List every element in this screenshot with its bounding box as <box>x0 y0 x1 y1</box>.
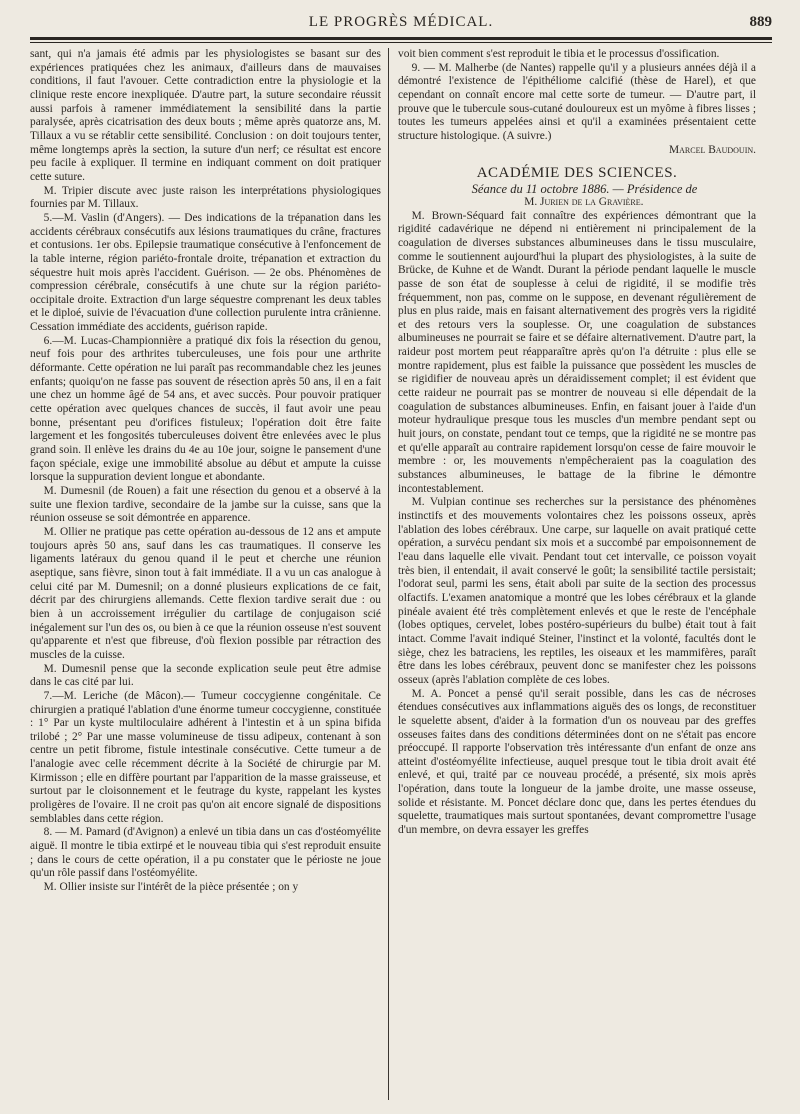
header-rule-thin <box>30 42 772 43</box>
page-number: 889 <box>749 14 772 30</box>
author-signature: Marcel Baudouin. <box>669 143 756 156</box>
paragraph: M. Ollier insiste sur l'intérêt de la pièce présentée ; on y <box>43 881 299 894</box>
paragraph: sant, qui n'a jamais été admis par les physiologistes se basant sur des expériences pratiquées chez les animaux, d'ailleurs dans de mauvaises conditions, il faut l'avouer. Cette contradiction entre la physiologie et la clinique reste encore inexpliquée. D'autre part, la suture secondaire réussit aussi parfois à ramener immédiatement la sensibilité dans la partie paralysée, après cicatrisation des deux bouts ; même après quatorze ans, M. Tillaux a vu se rétablir cette sensibilité. Conclusion : on doit toujours tenter, même longtemps après la section, la suture d'un nerf; ce résultat est encore peu facile à expliquer. Il termine en indiquant comment on doit pratiquer cette suture. <box>30 48 381 183</box>
paragraph: 8. — M. Pamard (d'Avignon) a enlevé un tibia dans un cas d'ostéomyélite aiguë. Il montre le tibia extirpé et le nouveau tibia qui s'est reproduit ensuite ; dans le cours de cette opération, il a pu constater que le périoste ne joue qu'un rôle passif dans l'ostéomyélite. <box>30 826 381 880</box>
right-column <box>398 48 756 1100</box>
column-divider <box>388 48 389 1100</box>
left-column <box>30 48 381 1100</box>
paragraph: 5.—M. Vaslin (d'Angers). — Des indications de la trépanation dans les accidents cérébraux consécutifs aux lésions traumatiques du crâne, fractures et contusions. 1er obs. Epilepsie traumatique consécutive à l'enfoncement de la table interne, région pariéto-frontale droite, trépanation et extraction du séquestre huit mois après l'accident. Guérison. — 2e obs. Phénomènes de compression cérébrale, consécutifs à une chute sur la région pariéto-occipitale droite. Extraction d'un large séquestre comprenant les deux tables et le diploé, suivie de l'évacuation d'une collection purulente intra crânienne. Cessation immédiate des accidents, guérison rapide. <box>30 211 381 334</box>
running-title: LE PROGRÈS MÉDICAL. <box>308 14 494 30</box>
paragraph: M. Dumesnil pense que la seconde explication seule peut être admise dans le cas cité par lui. <box>30 662 381 689</box>
paragraph: M. Tripier discute avec juste raison les interprétations physiologiques fournies par M. Tillaux. <box>30 184 381 211</box>
paragraph: M. A. Poncet a pensé qu'il serait possible, dans les cas de nécroses étendues consécutives aux inflammations aiguës des os longs, de reconstituer le squelette absent, d'aider à la formation d'un os nouveau par des greffes osseuses faites dans des conditions déterminées dont on ne s'était pas encore préoccupé. Il rapporte l'observation très intéressante d'un enfant de onze ans atteint d'ostéomyélite infectieuse, auquel presque tout le tibia droit avait été enlevé, et qui, traité par ce nouveau procédé, a présenté, six mois après l'opération, dans toute la longueur de la jambe droite, une masse osseuse, solide et résistante. M. Poncet déclare donc que, dans les pertes étendues du squelette, traumatiques mais surtout spontanées, devant compromettre l'usage d'un membre, on devra essayer les greffes <box>398 687 756 837</box>
paragraph: M. Dumesnil (de Rouen) a fait une résection du genou et a observé à la suite une flexion tardive, secondaire de la jambe sur la cuisse, sans que la réunion osseuse se soit démontrée en apparence. <box>30 485 381 525</box>
paragraph: voit bien comment s'est reproduit le tibia et le processus d'ossification. <box>398 48 720 60</box>
paragraph: M. Ollier ne pratique pas cette opération au-dessous de 12 ans et ampute toujours après 50 ans, sauf dans les cas traumatiques. Il conserve les ligaments latéraux du genou quand il le peut et cherche une réunion aseptique, sans fièvre, sinon tout à fait immédiate. Il a vu un cas analogue à celui cité par M. Dumesnil; on a donné plusieurs explications de ce fait, décrit par des chirurgiens allemands. Cette flexion tardive serait due : ou bien à un accroissement irrégulier du cartilage de conjugaison scié inégalement sur l'un des os, ou bien à ce que la réunion osseuse n'est souvent qu'apparente et n'est que fibreuse, d'où flexion possible par rétraction des muscles de la cuisse. <box>30 525 381 661</box>
session-line: Séance du 11 octobre 1886. — Présidence de <box>471 181 698 196</box>
paragraph: 9. — M. Malherbe (de Nantes) rappelle qu'il y a plusieurs années déjà il a démontré l'existence de l'épithéliome calcifié (thèse de Harel), et que cependant on connaît encore mal cette sorte de tumeur. — D'autre part, il prouve que le tubercule sous-cutané douloureux est un myôme à fibres lisses ; toutes les tumeurs appelées ainsi et qu'il a examinées présentaient cette structure histologique. (A suivre.) <box>398 61 756 142</box>
paragraph: 7.—M. Leriche (de Mâcon).— Tumeur coccygienne congénitale. Ce chirurgien a pratiqué l'ablation d'une énorme tumeur coccygienne, constituée : 1° Par un kyste multiloculaire adhérent à l'intestin et à un spina bifida trilobé ; 2° Par une masse volumineuse de tissu adipeux, contenant à son centre un petit fibrome, fistule intestinale consécutive. Cette tumeur a de l'analogie avec celle récemment décrite à la Société de chirurgie par M. Kirmisson ; elle en diffère pourtant par l'apparition de la masse graisseuse, et surtout par le cloisonnement et le feutrage du kyste, rappelant les kystes proligères de l'ovaire. Il ne croit pas qu'on ait encore signalé de dispositions semblables dans cette région. <box>30 689 381 825</box>
header-rule-thick <box>30 37 772 40</box>
paragraph: M. Brown-Séquard fait connaître des expériences démontrant que la rigidité cadavérique ne dépend ni entièrement ni principalement de la coagulation de diverses substances albumineuses dans le tissu musculaire, comme le soutiennent aujourd'hui la plupart des physiologistes, à la suite de Brücke, de Kuhne et de Wandt. Durant la période pendant laquelle le muscle passe de son état de souplesse à celui de rigidité, il se modifie très fréquemment, non pas, comme on le suppose, en devenant régulièrement de plus en plus raide, mais en faisant alternativement des progrès vers la rigidité et des retours vers la souplesse. Or, une coagulation de substances albumineuses ne pourrait se faire et se défaire alternativement. D'autre part, la raideur post mortem peut réapparaître après qu'on l'a détruite : plus elle se montre rapidement, plus est faible la puissance que possèdent les muscles de se rigidifier de nouveau après un déraidissement complet; il est évident que cette raideur ne pourrait pas se montrer de nouveau si elle dépendait de la coagulation de substances albumineuses. Enfin, en faisant jouer à l'aide d'un moteur hydraulique presque tous les muscles d'un membre pendant sept ou huit jours, on constate, pendant tout ce temps, que la rigidité ne se montre pas et qu'elle apparaît au contraire rapidement lorsqu'on cesse de faire mouvoir le membre : or, les mouvements n'empêcheraient pas la coagulation des substances albumineuses, le battage de la fibrine le démontre incontestablement. <box>398 209 756 495</box>
section-title: ACADÉMIE DES SCIENCES. <box>476 165 678 182</box>
session-president: M. Jurien de la Gravière. <box>524 195 644 208</box>
paragraph: M. Vulpian continue ses recherches sur la persistance des phénomènes instinctifs et des mouvements volontaires chez les poissons osseux, après l'ablation des lobes cérébraux. Une carpe, sur laquelle on avait pratiqué cette opération, a survécu pendant six mois et a succombé par empoisonnement de l'eau dans laquelle elle vivait. Pendant tout cet intervalle, ce poisson voyait très bien, il entendait, il avait conservé le goût; la sensibilité tactile persistait; l'odorat seul, parmi les sens, était aboli par suite de la section des processus olfactifs. L'examen anatomique a montré que les lobes cérébraux et la glande pinéale avaient été très complètement enlevés et que le reste de l'encéphale (lobes optiques, cervelet, lobes postéro-supérieurs du bulbe) était tout à fait intact. Comme l'avait indiqué Steiner, l'instinct et la volonté, facultés dont le siège, chez les batraciens, les reptiles, les oiseaux et les mammifères, paraît être dans les lobes cérébraux, peuvent donc se manifester chez les poissons osseux (après l'ablation complète de ces lobes. <box>398 496 756 686</box>
page-header <box>30 14 772 34</box>
paragraph: 6.—M. Lucas-Championnière a pratiqué dix fois la résection du genou, neuf fois pour des arthrites tuberculeuses, une fois pour une arthrite déformante. Cette opération ne lui paraît pas recommandable chez les jeunes enfants; quoiqu'on ne fasse pas souvent de résection après 50 ans, il en a fait une chez un homme âgé de 54 ans, et avec succès. Pour pouvoir pratiquer cette opération avec quelques chances de succès, il faut avoir une peau bonne, présentant peu d'orifices fistuleux; l'opération doit être faite largement et les fongosités tuberculeuses doivent être enlevées avec le plus grand soin. Il enlève les drains du 4e au 10e jour, soigne le pansement d'une façon spéciale, exige une immobilité absolue au début et ampute la cuisse lorsque la suppuration devient longue et abondante. <box>30 334 381 484</box>
